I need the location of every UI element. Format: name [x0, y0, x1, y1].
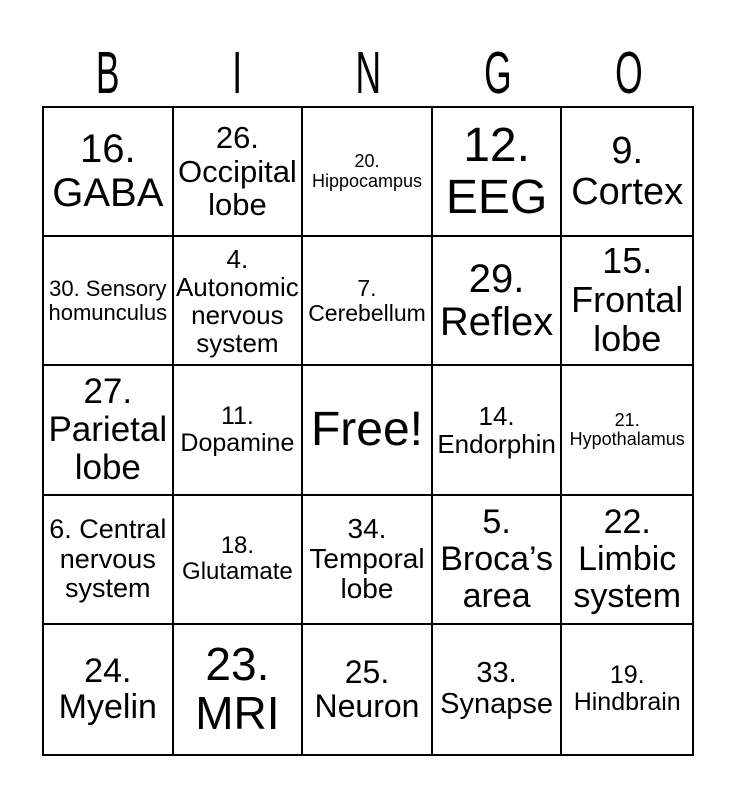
title-letter-o-glyph: O: [615, 40, 643, 106]
title-letter-b-glyph: B: [95, 40, 120, 106]
title-letter-g: [433, 42, 563, 104]
cell-free[interactable]: Free!: [303, 366, 433, 495]
cell-myelin[interactable]: 24. Myelin: [44, 625, 174, 754]
title-letter-n: [303, 42, 433, 104]
cell-occipital-lobe[interactable]: 26. Occipital lobe: [174, 108, 304, 237]
cell-hippocampus[interactable]: 20. Hippocampus: [303, 108, 433, 237]
cell-gaba[interactable]: 16. GABA: [44, 108, 174, 237]
cell-limbic-system[interactable]: 22. Limbic system: [562, 496, 692, 625]
title-letter-i-glyph: I: [232, 40, 243, 106]
title-letter-o: [564, 42, 694, 104]
bingo-title: [42, 42, 694, 104]
cell-synapse[interactable]: 33. Synapse: [433, 625, 563, 754]
cell-frontal-lobe[interactable]: 15. Frontal lobe: [562, 237, 692, 366]
title-letter-i: [172, 42, 302, 104]
cell-autonomic-nervous-system[interactable]: 4. Autonomic nervous system: [174, 237, 304, 366]
title-letter-n-glyph: N: [355, 40, 381, 106]
cell-eeg[interactable]: 12. EEG: [433, 108, 563, 237]
cell-brocas-area[interactable]: 5. Broca’s area: [433, 496, 563, 625]
cell-parietal-lobe[interactable]: 27. Parietal lobe: [44, 366, 174, 495]
cell-hindbrain[interactable]: 19. Hindbrain: [573, 661, 681, 717]
cell-cerebellum[interactable]: 7. Cerebellum: [303, 237, 433, 366]
cell-glutamate[interactable]: 18. Glutamate: [174, 496, 304, 625]
cell-neuron[interactable]: 25. Neuron: [303, 625, 433, 754]
cell-dopamine[interactable]: 11. Dopamine: [174, 366, 304, 495]
title-letter-b: [42, 42, 172, 104]
bingo-grid: [42, 106, 694, 756]
cell-cortex[interactable]: 9. Cortex: [562, 108, 692, 237]
cell-endorphin[interactable]: 14. Endorphin: [433, 366, 563, 495]
cell-hypothalamus[interactable]: 21. Hypothalamus: [562, 366, 692, 495]
cell-sensory-homunculus[interactable]: 30. Sensory homunculus: [44, 237, 174, 366]
cell-reflex[interactable]: 29. Reflex: [433, 237, 563, 366]
cell-temporal-lobe[interactable]: 34. Temporal lobe: [303, 496, 433, 625]
cell-central-nervous-system[interactable]: 6. Central nervous system: [44, 496, 174, 625]
title-letter-g-glyph: G: [484, 40, 513, 106]
cell-mri[interactable]: 23. MRI: [174, 625, 304, 754]
